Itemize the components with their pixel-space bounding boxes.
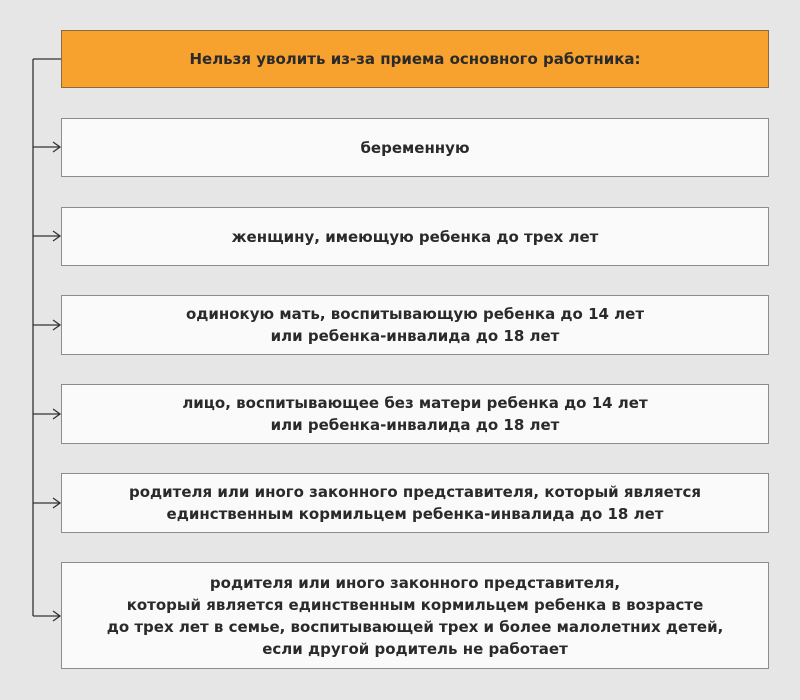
arrow-5: [33, 498, 60, 508]
arrow-1: [33, 142, 60, 152]
header-box: [61, 30, 769, 88]
item-box-person-without-mother: [61, 384, 769, 444]
item-box-pregnant: [61, 118, 769, 177]
item-box-single-mother: [61, 295, 769, 355]
item-text: родителя или иного законного представителя, который является единственным кормильцем ребенка-инвалида до 18 лет: [128, 483, 702, 523]
arrow-3: [33, 320, 60, 330]
item-text: родителя или иного законного представителя, который является единственным кормильцем ребенка в возрасте до трех лет в семье, воспитывающей трех и более малолетних детей, если другой родитель не работает: [106, 573, 724, 658]
item-text: лицо, воспитывающее без матери ребенка до 14 лет или ребенка-инвалида до 18 лет: [182, 394, 648, 434]
header-text: Нельзя уволить из-за приема основного работника:: [189, 50, 641, 68]
item-text: беременную: [360, 138, 470, 157]
arrow-6: [33, 611, 60, 621]
item-box-woman-child-under-3: [61, 207, 769, 266]
item-box-sole-breadwinner-disabled-child: [61, 473, 769, 533]
item-text: одинокую мать, воспитывающую ребенка до 14 лет или ребенка-инвалида до 18 лет: [185, 305, 645, 345]
arrow-2: [33, 231, 60, 241]
arrow-4: [33, 409, 60, 419]
item-box-sole-breadwinner-large-family: [61, 562, 769, 669]
item-text: женщину, имеющую ребенка до трех лет: [231, 227, 599, 246]
